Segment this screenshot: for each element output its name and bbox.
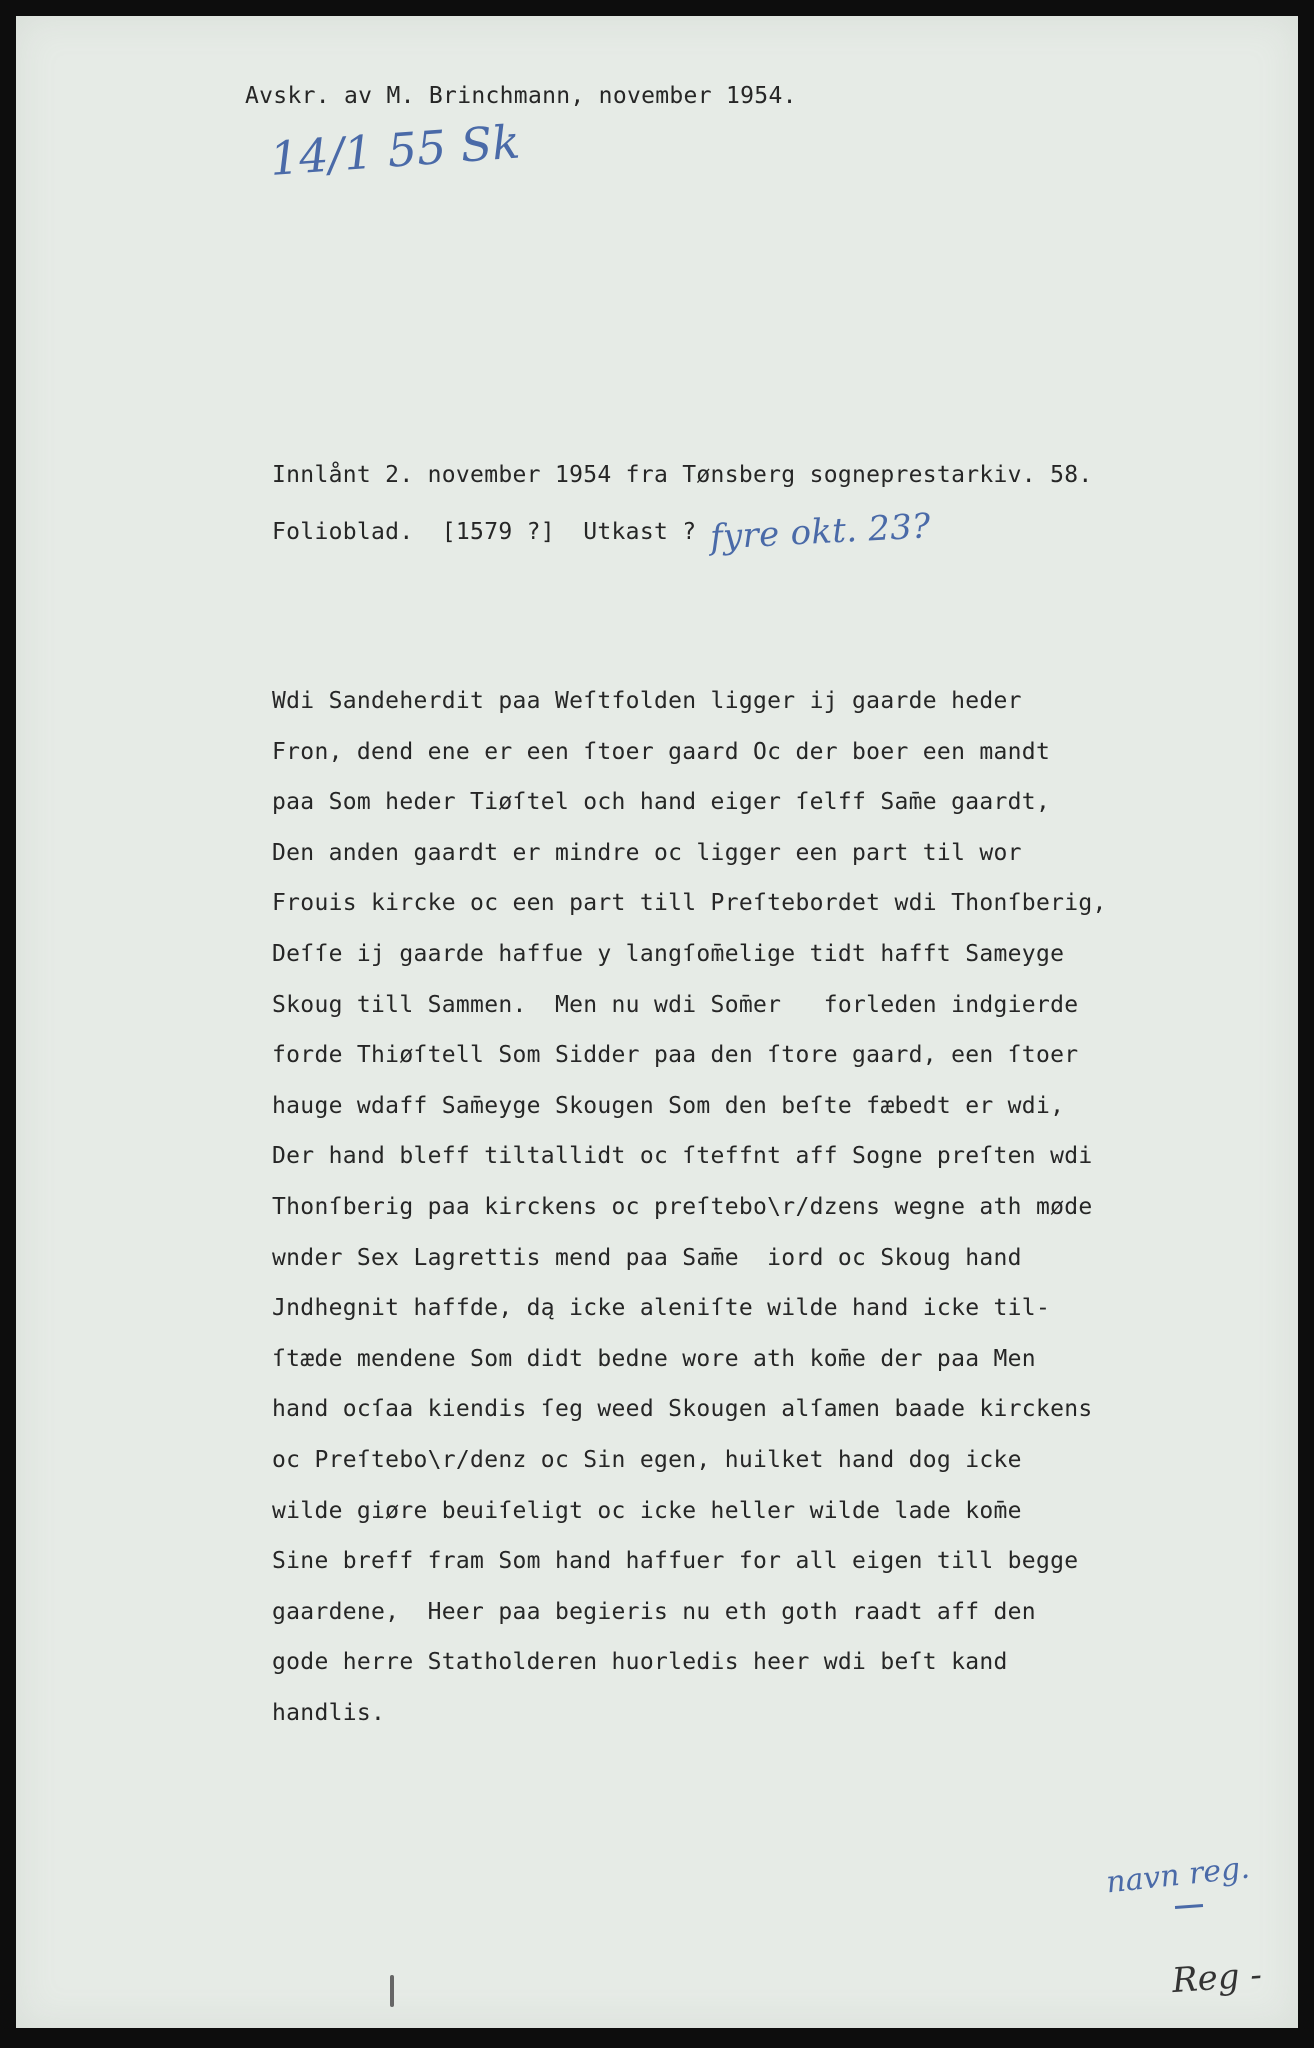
transcript-line-text: Thonſberig paa kirckens oc preſtebo\r/dzens wegne ath møde: [272, 1193, 1093, 1220]
transcript-line-text: wilde giøre beuiſeligt oc icke heller wilde lade kom̄e: [272, 1497, 1022, 1524]
transcript-line-text: gaardene, Heer paa begieris nu eth goth raadt aff den: [272, 1598, 1036, 1625]
transcript-line-text: paa Som heder Tiøſtel och hand eiger ſelff Sam̄e gaardt,: [272, 789, 1051, 816]
transcript-line: [272, 1496, 1212, 1547]
transcript-line-text: handlis.: [272, 1699, 386, 1726]
transcript-line-text: Den anden gaardt er mindre oc ligger een part til wor: [272, 839, 1022, 866]
transcript-line-text: hauge wdaff Sam̄eyge Skougen Som den beſte fæbedt er wdi,: [272, 1092, 1065, 1119]
transcript-line-text: Frouis kircke oc een part till Preſtebordet wdi Thonſberig,: [272, 890, 1107, 917]
folio-info-text: Folioblad. [1579 ?] Utkast ?: [272, 519, 697, 545]
transcript-line-text: gode herre Statholderen huorledis heer wdi beſt kand: [272, 1649, 1008, 1676]
transcript-line-text: Der hand bleff tiltallidt oc ſteffnt aff Sogne preſten wdi: [272, 1143, 1093, 1170]
transcript-line: [272, 990, 1212, 1041]
folio-info-line: [272, 506, 933, 558]
transcript-line: [272, 1698, 1212, 1749]
transcript-line-text: wnder Sex Lagrettis mend paa Sam̄e iord oc Skoug hand: [272, 1244, 1022, 1271]
transcript-line: [272, 737, 1212, 788]
transcript-line: [272, 1445, 1212, 1496]
transcript-line: [272, 686, 1212, 737]
transcript-line-text: Skoug till Sammen. Men nu wdi Som̄er forleden indgierde: [272, 991, 1079, 1018]
transcript-line-text: oc Preſtebo\r/denz oc Sin egen, huilket hand dog icke: [272, 1446, 1022, 1473]
loan-info-line: Innlånt 2. november 1954 fra Tønsberg sogneprestarkiv. 58.: [272, 462, 1093, 488]
transcript-line: [272, 1394, 1212, 1445]
transcript-line-text: hand ocſaa kiendis ſeg weed Skougen alſamen baade kirckens: [272, 1396, 1093, 1423]
transcript-line: [272, 1243, 1212, 1294]
transcription-credit: Avskr. av M. Brinchmann, november 1954.: [245, 83, 797, 109]
transcript-line-text: Fron, dend ene er een ſtoer gaard Oc der boer een mandt: [272, 738, 1051, 765]
transcript-line: [272, 1293, 1212, 1344]
transcript-line-text: Jndhegnit haffde, dą icke aleniſte wilde hand icke til-: [272, 1295, 1051, 1322]
handwritten-date-note: 14/1 55 Sk: [268, 114, 522, 186]
transcript-body: [272, 686, 1212, 1748]
handwritten-inline-note: fyre okt. 23?: [709, 506, 933, 558]
transcript-line-text: Deſſe ij gaarde haffue y langſom̄elige tidt hafft Sameyge: [272, 940, 1065, 967]
transcript-line-text: ſtæde mendene Som didt bedne wore ath kom̄e der paa Men: [272, 1345, 1036, 1372]
transcript-line: [272, 1040, 1212, 1091]
transcript-line: [272, 888, 1212, 939]
transcript-line-text: Sine breff fram Som hand haffuer for all eigen till begge: [272, 1548, 1079, 1575]
transcript-line: [272, 1597, 1212, 1648]
transcript-line: [272, 1192, 1212, 1243]
transcript-line: [272, 838, 1212, 889]
transcript-line-text: forde Thiøſtell Som Sidder paa den ſtore gaard, een ſtoer: [272, 1042, 1079, 1069]
transcript-line-text: Wdi Sandeherdit paa Weſtfolden ligger ij gaarde heder: [272, 688, 1022, 714]
handwritten-register-note: navn reg.: [1104, 1850, 1252, 1901]
transcript-line: [272, 787, 1212, 838]
handwritten-reg-mark: Reg -: [1170, 1954, 1264, 2002]
transcript-line: [272, 1091, 1212, 1142]
transcript-line: [272, 939, 1212, 990]
transcript-line: [272, 1647, 1212, 1698]
transcript-line: [272, 1546, 1212, 1597]
pencil-mark: [390, 1975, 394, 2007]
transcript-line: [272, 1141, 1212, 1192]
transcript-line: [272, 1344, 1212, 1395]
